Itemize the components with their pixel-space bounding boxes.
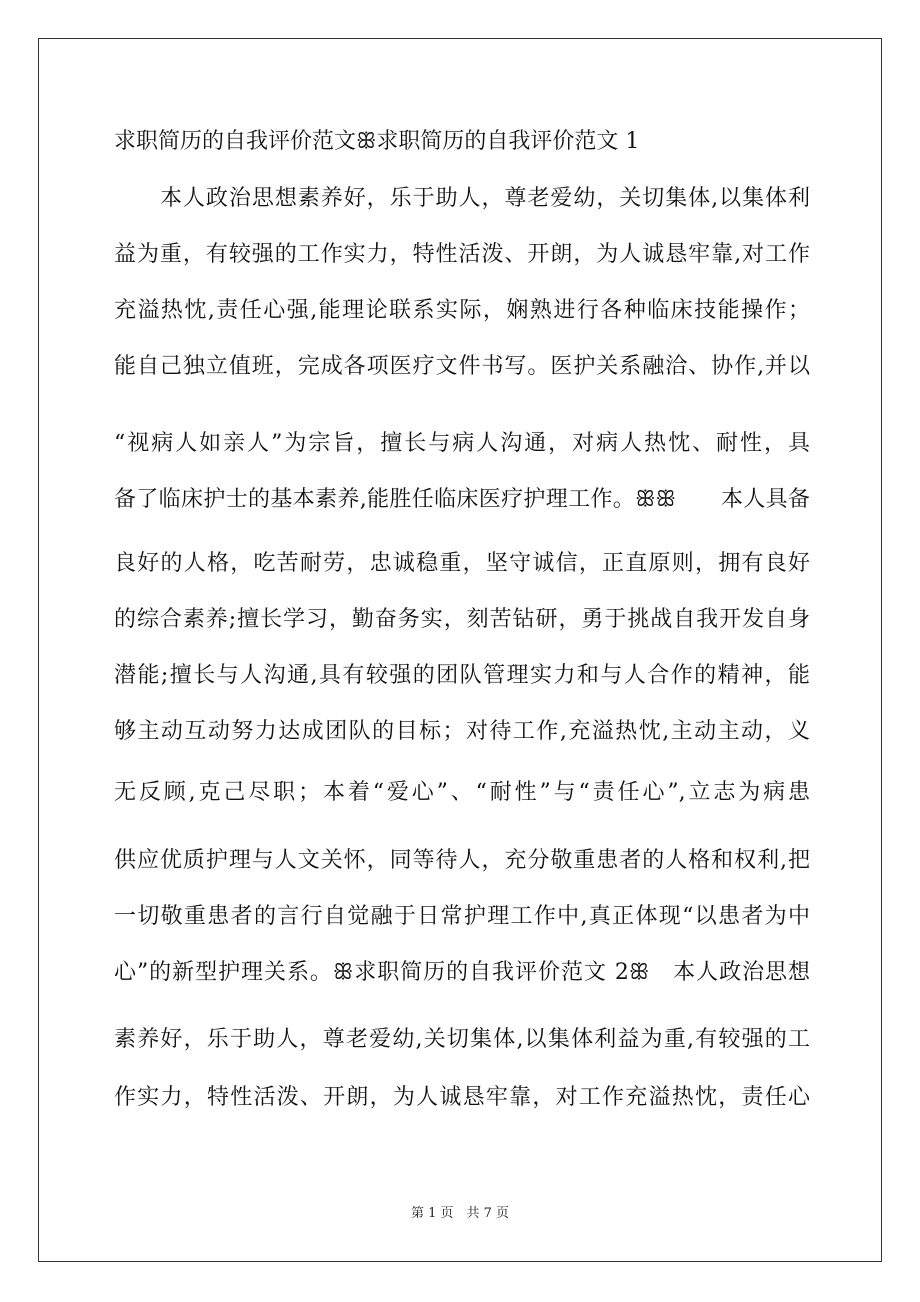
paragraph-line: 无反顾,克己尽职；本着“爱心”、“耐性”与“责任心”,立志为病患 (114, 780, 810, 805)
paragraph-line: 一切敬重患者的言行自觉融于日常护理工作中,真正体现“以患者为中 (114, 904, 810, 929)
page-number-footer: 第 1 页 共 7 页 (410, 1206, 510, 1221)
paragraph-line: 本人政治思想素养好，乐于助人，尊老爱幼，关切集体,以集体利 (160, 186, 810, 211)
page-border (38, 38, 882, 1262)
paragraph-line: “视病人如亲人”为宗旨，擅长与病人沟通，对病人热忱、耐性，具 (114, 431, 810, 456)
paragraph-line: 素养好，乐于助人，尊老爱幼,关切集体,以集体利益为重,有较强的工 (114, 1027, 810, 1052)
paragraph-line: 充溢热忱,责任心强,能理论联系实际，娴熟进行各种临床技能操作； (114, 298, 810, 323)
paragraph-line: 良好的人格，吃苦耐劳，忠诚稳重，坚守诚信，正直原则，拥有良好 (114, 551, 810, 576)
paragraph-line: 能自己独立值班，完成各项医疗文件书写。医护关系融洽、协作,并以 (114, 354, 810, 379)
paragraph-line: 的综合素养;擅长学习，勤奋务实，刻苦钻研，勇于挑战自我开发自身 (114, 607, 810, 632)
paragraph-line: 心”的新型护理关系。ꕥ求职简历的自我评价范文 2ꕥ 本人政治思想 (114, 960, 810, 985)
paragraph-line: 潜能;擅长与人沟通,具有较强的团队管理实力和与人合作的精神，能 (114, 663, 810, 688)
paragraph-line: 作实力，特性活泼、开朗，为人诚恳牢靠，对工作充溢热忱，责任心 (114, 1085, 810, 1110)
paragraph-line: 够主动互动努力达成团队的目标；对待工作,充溢热忱,主动主动，义 (114, 719, 810, 744)
paragraph-line: 益为重，有较强的工作实力，特性活泼、开朗，为人诚恳牢靠,对工作 (114, 242, 810, 267)
paragraph-line: 备了临床护士的基本素养,能胜任临床医疗护理工作。ꕥꕥ 本人具备 (114, 487, 810, 512)
document-title: 求职简历的自我评价范文ꕥ求职简历的自我评价范文 1 (114, 129, 640, 154)
paragraph-line: 供应优质护理与人文关怀，同等待人，充分敬重患者的人格和权利,把 (114, 848, 810, 873)
